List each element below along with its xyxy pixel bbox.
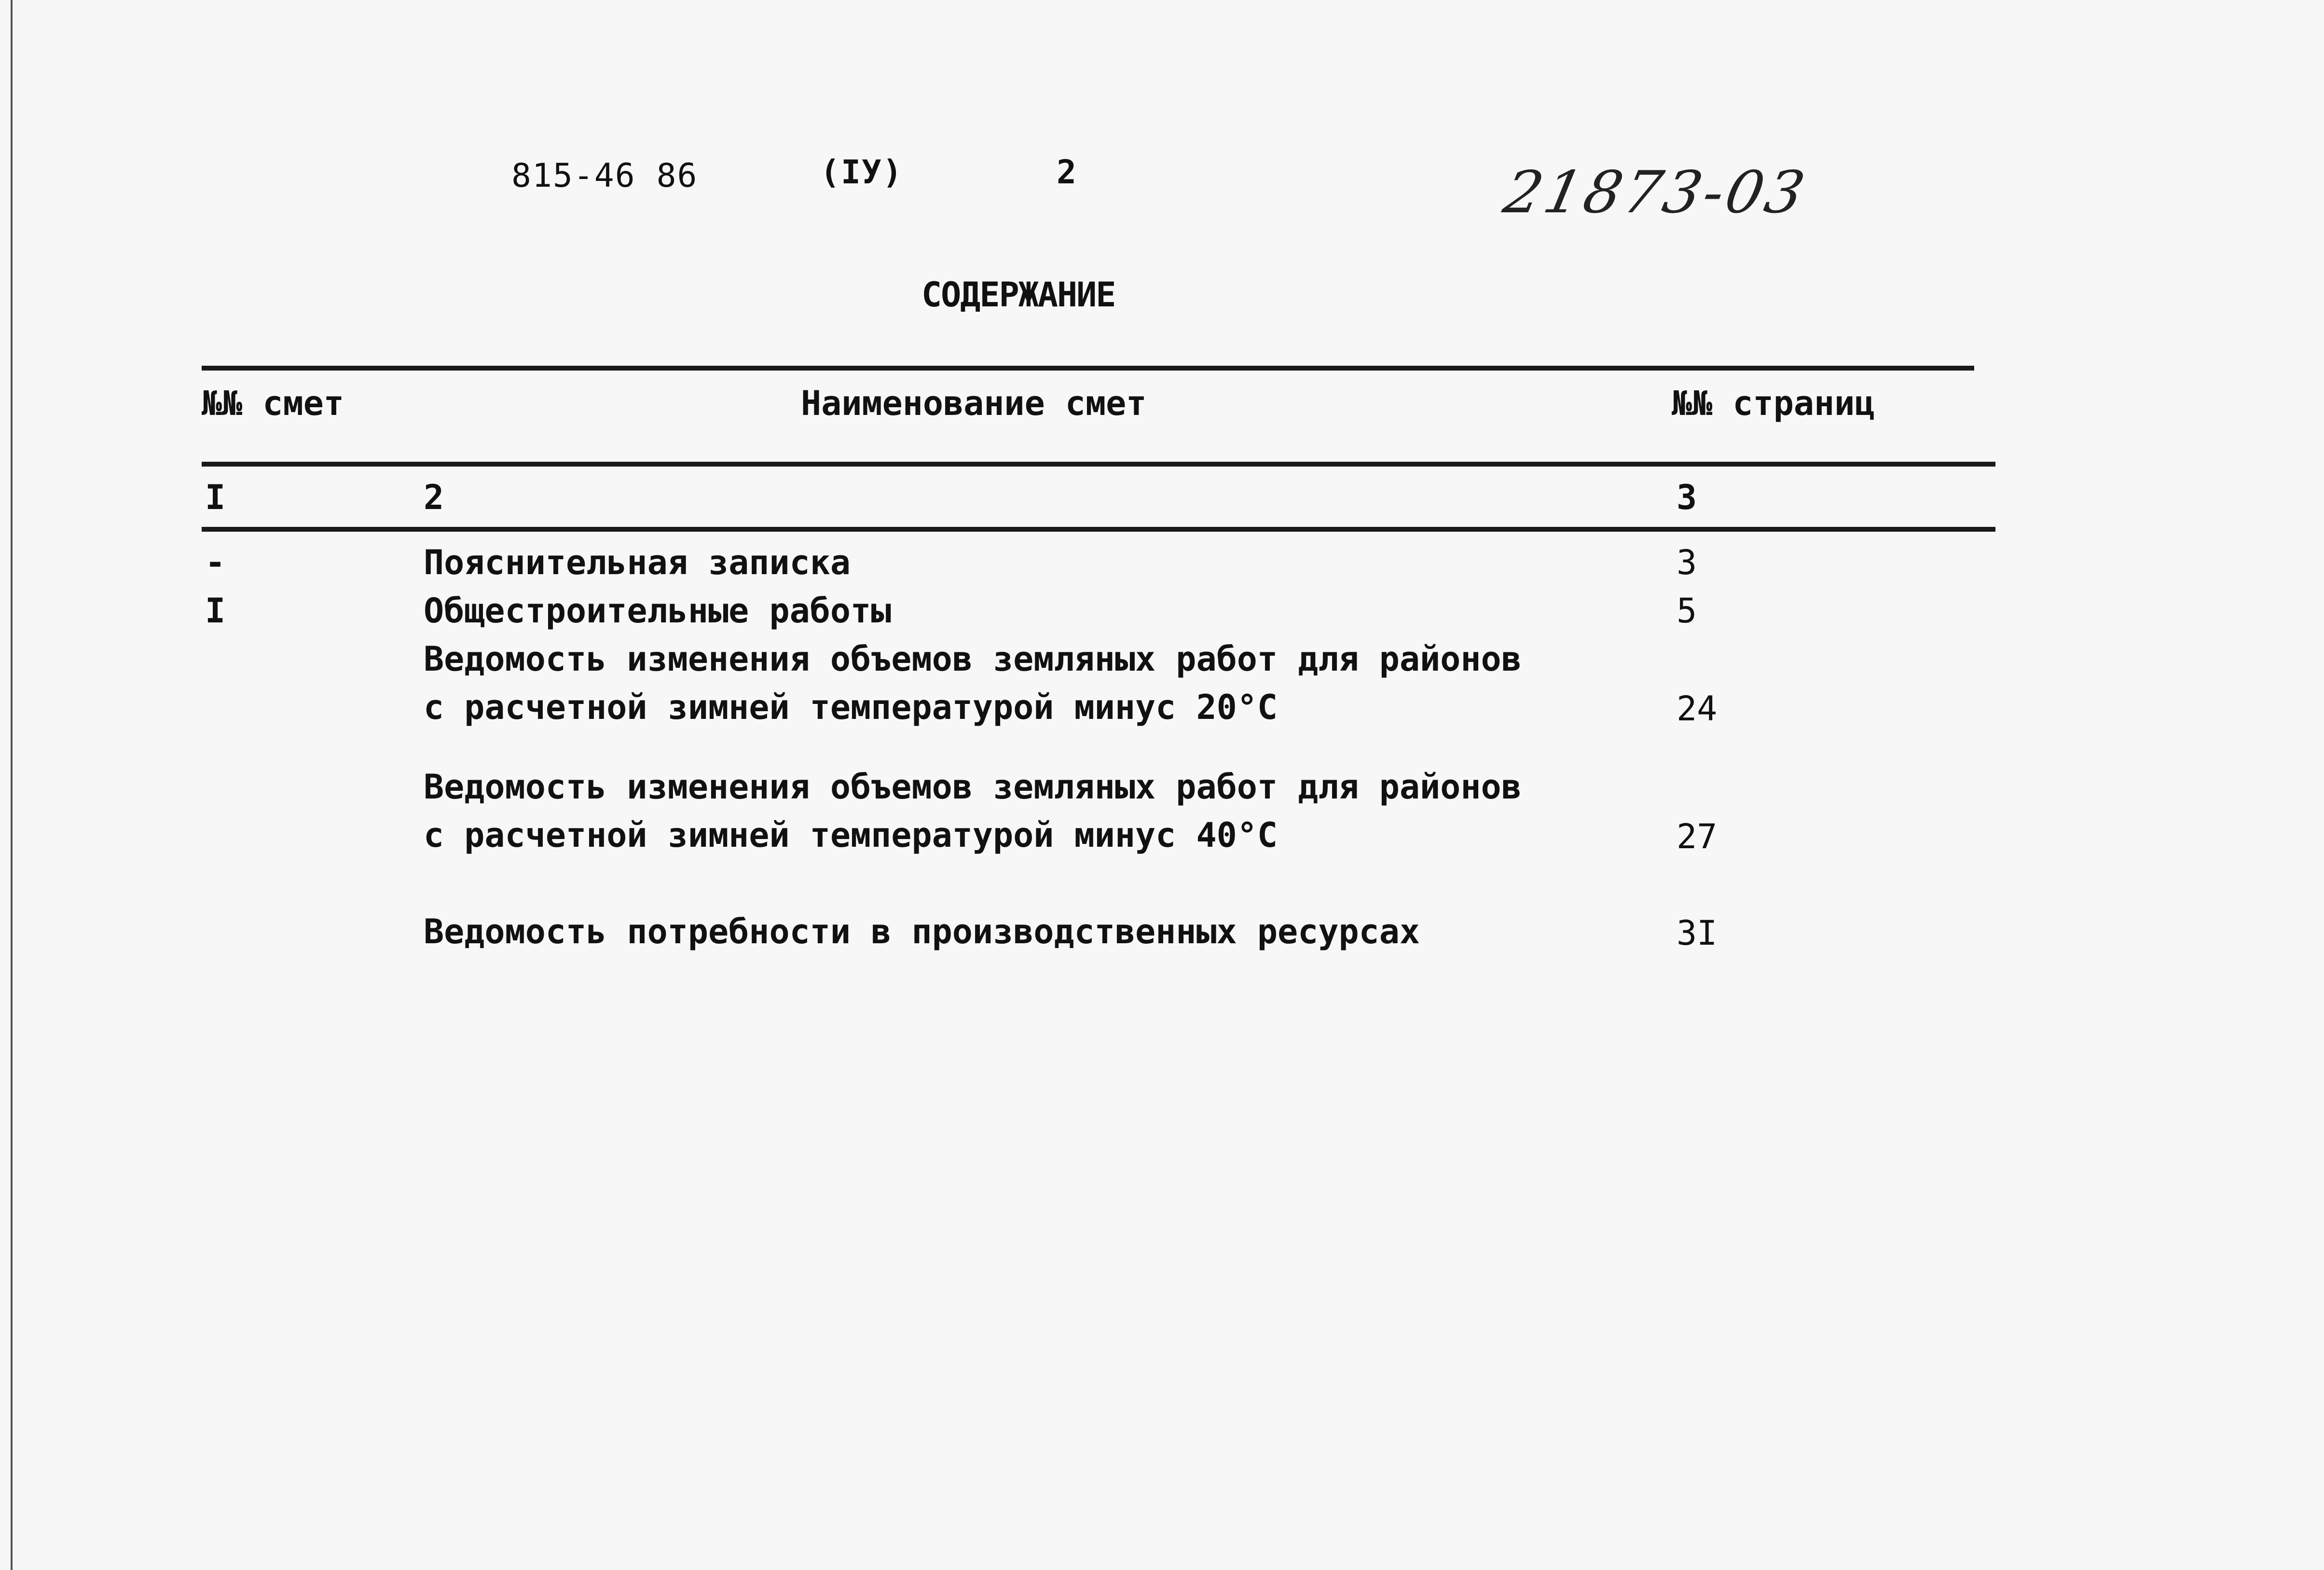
- row-name: Ведомость потребности в производственных ресурсах: [424, 912, 1420, 951]
- index-bottom-rule: [202, 527, 1995, 532]
- page-title: СОДЕРЖАНИЕ: [921, 275, 1115, 315]
- row-page: 27: [1677, 817, 1718, 856]
- document-code: 815-46 86: [511, 157, 698, 195]
- column-index-3: 3: [1677, 478, 1697, 517]
- page-left-edge: [11, 0, 13, 1570]
- page-number: 2: [1057, 153, 1077, 192]
- table-top-rule: [202, 366, 1974, 371]
- row-number: I: [205, 591, 226, 631]
- header-bottom-rule: [202, 462, 1995, 467]
- inventory-number-handwritten: 21873-03: [1498, 159, 1813, 226]
- row-number: -: [205, 543, 226, 582]
- row-name-line-1: Ведомость изменения объемов земляных работ для районов: [424, 767, 1522, 807]
- row-page: 5: [1677, 591, 1697, 631]
- column-header-name: Наименование смет: [801, 384, 1147, 423]
- column-header-number: №№ смет: [202, 384, 344, 423]
- column-index-1: I: [205, 478, 226, 517]
- volume-number: (IУ): [820, 153, 903, 192]
- row-page: 24: [1677, 689, 1718, 729]
- row-name: Пояснительная записка: [424, 543, 851, 582]
- row-name-line-1: Ведомость изменения объемов земляных работ для районов: [424, 639, 1522, 679]
- row-page: 3: [1677, 543, 1697, 582]
- row-name-line-2: с расчетной зимней температурой минус 20°C: [424, 688, 1278, 727]
- row-name-line-2: с расчетной зимней температурой минус 40°C: [424, 815, 1278, 855]
- row-page: 3I: [1677, 913, 1718, 953]
- column-index-2: 2: [424, 478, 444, 517]
- column-header-pages: №№ страниц: [1672, 384, 1875, 423]
- row-name: Общестроительные работы: [424, 591, 892, 631]
